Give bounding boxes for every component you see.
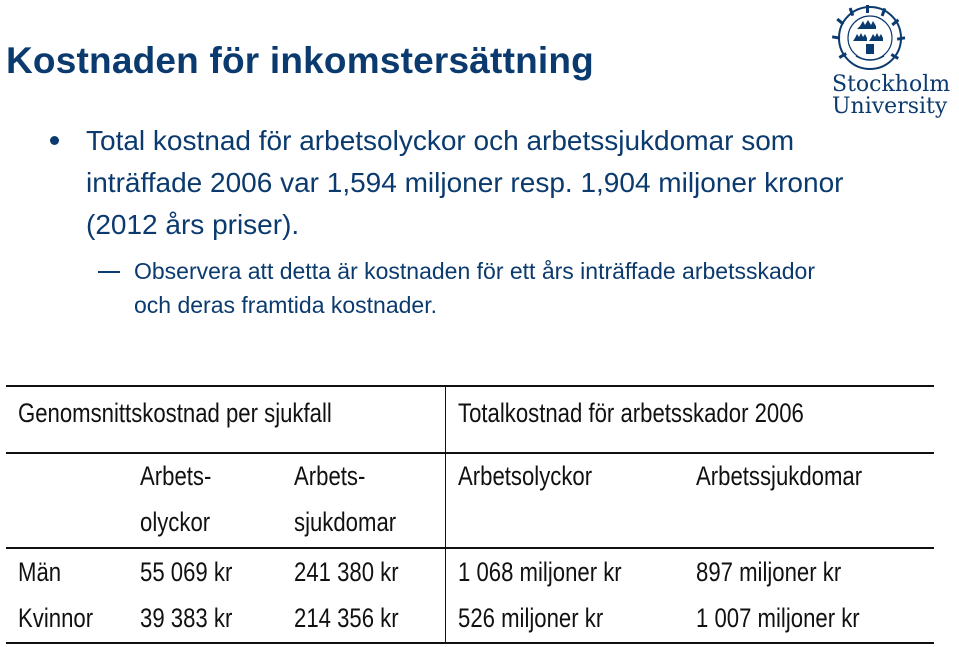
row-label-men: Män <box>18 557 62 587</box>
dash-icon <box>98 271 120 273</box>
col-header-accidents-line1: Arbets- <box>140 461 212 491</box>
col-header-total-diseases: Arbetssjukdomar <box>696 461 863 491</box>
col-header-accidents-line2: olyckor <box>140 507 211 537</box>
sub-bullet-text: Observera att detta är kostnaden för ett års inträffade arbetsskador och deras framtida kostnader. <box>134 258 816 318</box>
col-header-diseases-line2: sjukdomar <box>294 507 397 537</box>
table-cell: 55 069 kr <box>140 557 233 587</box>
university-logo <box>830 4 956 124</box>
table-cell: 897 miljoner kr <box>696 557 842 587</box>
table-group-divider <box>445 386 446 643</box>
row-label-women: Kvinnor <box>18 603 94 633</box>
main-bullet <box>58 120 858 246</box>
table-cell: 526 miljoner kr <box>458 603 604 633</box>
group-header-total: Totalkostnad för arbetsskador 2006 <box>458 398 804 428</box>
slide-title: Kostnaden för inkomstersättning <box>6 40 594 81</box>
university-name-line1: Stockholm <box>832 72 951 97</box>
main-bullet-text: Total kostnad för arbetsolyckor och arbetssjukdomar som inträffade 2006 var 1,594 miljoner resp. 1,904 miljoner kronor (2012 års priser). <box>86 125 844 240</box>
university-seal-icon <box>830 4 954 76</box>
table-bottom-rule <box>6 642 934 644</box>
table-subheader-rule <box>6 547 934 549</box>
table-top-rule <box>6 385 934 387</box>
col-header-total-accidents: Arbetsolyckor <box>458 461 593 491</box>
group-header-average: Genomsnittskostnad per sjukfall <box>18 398 332 428</box>
university-name-line2: University <box>832 94 948 119</box>
table-header-rule <box>6 452 934 454</box>
table-cell: 1 007 miljoner kr <box>696 603 860 633</box>
table-cell: 39 383 kr <box>140 603 233 633</box>
sub-bullet <box>98 254 858 322</box>
table-cell: 214 356 kr <box>294 603 399 633</box>
table-cell: 1 068 miljoner kr <box>458 557 622 587</box>
col-header-diseases-line1: Arbets- <box>294 461 366 491</box>
bullet-icon <box>50 136 59 145</box>
table-cell: 241 380 kr <box>294 557 399 587</box>
